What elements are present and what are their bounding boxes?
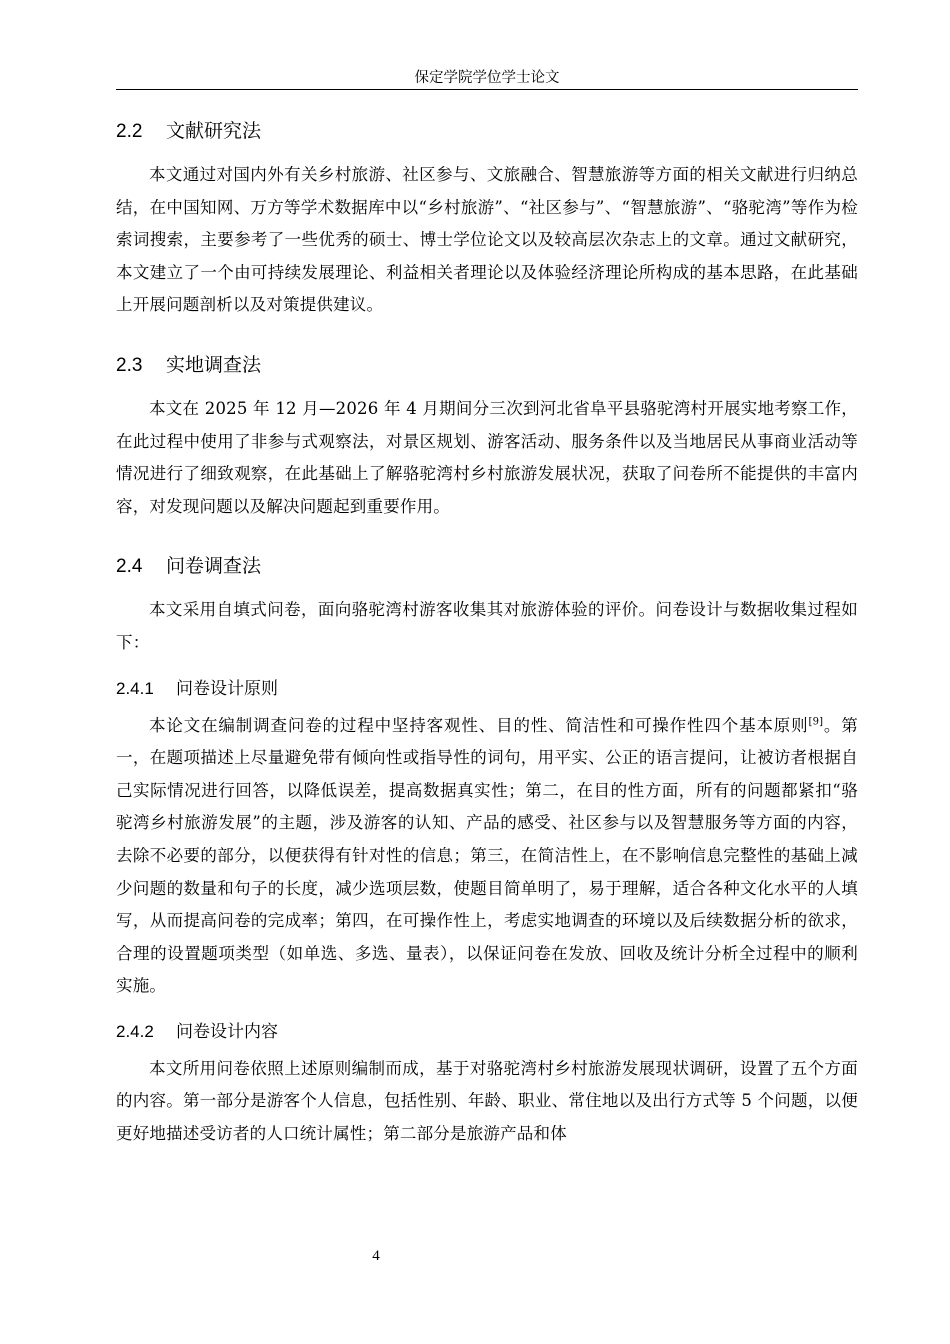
page-number: 4: [372, 1248, 380, 1264]
paragraph-text: 。第一，在题项描述上尽量避免带有倾向性或指导性的词句，用平实、公正的语言提问，让被访者根据自己实际情况进行回答，以降低误差，提高数据真实性；第二，在目的性方面，所有的问题都紧扣“骆驼湾乡村旅游发展”的主题，涉及游客的认知、产品的感受、社区参与以及智慧服务等方面的内容，去除不必要的部分，以便获得有针对性的信息；第三，在简洁性上，在不影响信息完整性的基础上减少问题的数量和句子的长度，减少选项层数，使题目简单明了，易于理解，适合各种文化水平的人填写，从而提高问卷的完成率；第四，在可操作性上，考虑实地调查的环境以及后续数据分析的欲求，合理的设置题项类型（如单选、多选、量表），以保证问卷在发放、回收及统计分析全过程中的顺利实施。: [116, 715, 858, 996]
section-heading-2-2: [116, 112, 858, 151]
citation: [9]: [808, 716, 824, 728]
section-heading-2-4: [116, 547, 858, 586]
subsection-number: 2.4.2: [116, 1021, 154, 1041]
section-title: 实地调查法: [166, 353, 262, 376]
section-number: 2.2: [116, 121, 143, 142]
subsection-heading-2-4-2: [116, 1015, 858, 1049]
subsection-heading-2-4-1: [116, 672, 858, 706]
section-title: 问卷调查法: [166, 555, 262, 578]
subsection-title: 问卷设计原则: [176, 678, 278, 699]
paragraph: 本文采用自填式问卷，面向骆驼湾村游客收集其对旅游体验的评价。问卷设计与数据收集过程如下：: [116, 600, 858, 652]
section-title: 文献研究法: [166, 120, 262, 142]
section-number: 2.4: [116, 556, 143, 578]
section-heading-2-3: [116, 346, 858, 385]
paragraph-text: 本论文在编制调查问卷的过程中坚持客观性、目的性、简洁性和可操作性四个基本原则: [149, 715, 809, 735]
section-number: 2.3: [116, 354, 143, 376]
running-header: 保定学院学位学士论文: [414, 70, 560, 86]
paragraph: 本文在 2025 年 12 月—2026 年 4 月期间分三次到河北省阜平县骆驼湾村开展实地考察工作，在此过程中使用了非参与式观察法，对景区规划、游客活动、服务条件以及当地居民从事商业活动等情况进行了细致观察，在此基础上了解骆驼湾村乡村旅游发展状况，获取了问卷所不能提供的丰富内容，对发现问题以及解决问题起到重要作用。: [116, 398, 858, 516]
paragraph: 本文通过对国内外有关乡村旅游、社区参与、文旅融合、智慧旅游等方面的相关文献进行归纳总结，在中国知网、万方等学术数据库中以“乡村旅游”、“社区参与”、“智慧旅游”、“骆驼湾”等作为检索词搜索，主要参考了一些优秀的硕士、博士学位论文以及较高层次杂志上的文章。通过文献研究，本文建立了一个由可持续发展理论、利益相关者理论以及体验经济理论所构成的基本思路，在此基础上开展问题剖析以及对策提供建议。: [116, 165, 858, 315]
header-rule: [116, 89, 858, 90]
page-body: [116, 112, 858, 1151]
subsection-number: 2.4.1: [116, 678, 154, 698]
paragraph: [116, 710, 858, 1003]
subsection-title: 问卷设计内容: [176, 1021, 278, 1042]
paragraph: 本文所用问卷依照上述原则编制而成，基于对骆驼湾村乡村旅游发展现状调研，设置了五个方面的内容。第一部分是游客个人信息，包括性别、年龄、职业、常住地以及出行方式等 5 个问题，以便更好地描述受访者的人口统计属性；第二部分是旅游产品和体: [116, 1058, 858, 1144]
